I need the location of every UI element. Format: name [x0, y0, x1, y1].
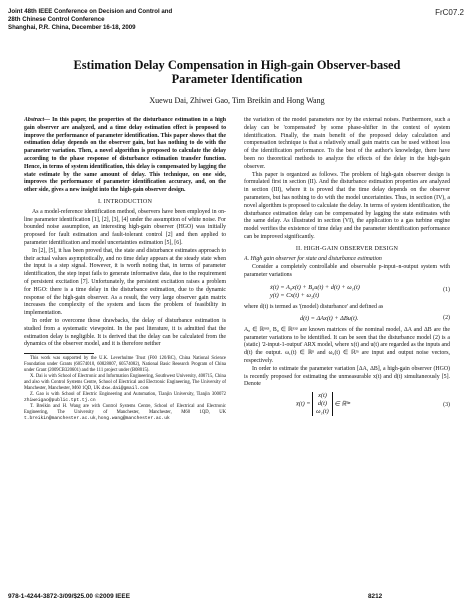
conference-info [8, 8, 172, 32]
equation-1 [244, 282, 450, 302]
equation-3-rhs: ∈ ℝ³ⁿ [334, 400, 351, 408]
equation-3-entry-3: ω₁(t) [316, 408, 329, 416]
organization-paragraph: This paper is organized as follows. The problem of high-gain observer design is formulated first in section (II). And the disturbance estimation properties are analyzed in section (III), where it is proved that the time delay depends on the observer parameters, but has nothing to do with the model uncertainties. Thus, in section (IV), a novel algorithm is proposed to calculate the delay. In terms of system identification, the disturbance estimation delay can be compensated by lagging the state estimates with the same delay. As illustrated in section (VI), the application to a gas turbine engine model verifies the existence of time delay and the parameter identification performance can be improved significantly. [244, 171, 450, 240]
footnote-dai-text: X. Dai is with School of Electronic and Information Engineering, Southwest University, 400715, China and also with Control Systems Centre, School of Electrical and Electronic Engineering, The University of Manchester, Manchester, M60 1QD, UK [24, 374, 226, 392]
email-dai-link[interactable]: dxw.dai@gmail.com [101, 386, 149, 392]
abstract-text: — In this paper, the properties of the disturbance estimation in a high gain observer are analyzed, and a time delay estimation effect is proposed to improve the performance of parameter identification. This paper shows that the estimation delay depends on the observer gain, but has nothing to do with the parameter variation. Then, a novel algorithm is proposed to calculate the delay according to the phase response of disturbance estimation transfer function. Hence, in terms of system identification, this delay is compensated by lagging the state estimate by the same amount of delay. This technique, on one side, improves the performance of parameter identification accuracy, and, on the other side, gives a new insight into the high-gain observer design. [24, 117, 226, 194]
page-footer [8, 593, 466, 605]
section-heading-introduction: I. INTRODUCTION [97, 198, 153, 205]
email-wang-link[interactable]: hong.wang@manchester.ac.uk [98, 416, 170, 422]
footnotes [24, 356, 226, 422]
equation-2 [244, 314, 450, 325]
equation-3-lhs: x̄(t) = [296, 400, 311, 408]
conference-header [8, 8, 466, 48]
email-breikin-link[interactable]: t.breikin@manchester.ac.uk [24, 416, 96, 422]
section-heading-observer-design: II. HIGH-GAIN OBSERVER DESIGN [295, 245, 399, 252]
equation-3-number: (3) [443, 402, 450, 409]
title-line-1: Estimation Delay Compensation in High-gain Observer-based [73, 58, 401, 72]
author-list: Xuewu Dai, Zhiwei Gao, Tim Breikin and Hong Wang [149, 96, 325, 105]
left-column [24, 117, 226, 565]
footnote-breikin-wang-text: T. Breikin and H. Wang are with Control Systems Centre, School of Electrical and Electronic Engineering, The University of Manchester, Manchester, M60 1QD, UK [24, 404, 226, 416]
equation-2-body: d(t) = ΔAx(t) + ΔBu(t). [300, 314, 359, 322]
paper-code: FrC07.2 [435, 8, 464, 17]
paper-title [0, 58, 474, 86]
equation-3-entry-1: x(t) [318, 392, 327, 400]
equation-1-body [270, 284, 360, 300]
equation-3 [244, 391, 450, 421]
abstract [24, 117, 226, 195]
conference-line-2: 28th Chinese Control Conference [8, 16, 105, 23]
equation-1-number: (1) [443, 286, 450, 293]
system-description: Consider a completely controllable and observable p-input–n-output system with parameter variations [244, 264, 450, 279]
equation-1-line-2: y(t) = Cx(t) + ω₂(t) [270, 291, 320, 299]
equation-2-number: (2) [443, 314, 450, 321]
title-line-2: Parameter Identification [171, 72, 303, 86]
footnote-breikin-wang: T. Breikin and H. Wang are with Control Systems Centre, School of Electrical and Electronic Engineering, The University of Manchester, Manchester, M60 1QD, UK t.breikin@manchester.ac.uk, hong.wang@manchester.ac.uk [24, 404, 226, 422]
intro-paragraph-1: As a model-reference identification method, observers have been employed in on-line parameter identification [1], [2], [3], [4] under the assumption of white noise. For bounded noise assumption, an interesting high-gain observer (HGO) was initially proposed for fault estimation and fault-tolerant control [2] and then applied to parameter identification and model uncertainties estimation [5], [6]. [24, 208, 226, 246]
hgo-intro-paragraph: In order to estimate the parameter variation [ΔA, ΔB], a high-gain observer (HGO) is recently proposed for estimating the unmeasurable x(t) and d(t) simultaneously [5]. Denote [244, 365, 450, 388]
conference-line-1: Joint 48th IEEE Conference on Decision and Control and [8, 8, 173, 15]
equation-3-entry-2: d(t) [317, 400, 327, 408]
footnote-divider [24, 353, 94, 354]
footnote-gao-text: Z. Gao is with School of Electric Engineering and Automation, Tianjin University, Tianjin 300072 [30, 392, 226, 398]
disturbance-definition: where d(t) is termed as '(model) disturbance' and defined as [244, 303, 384, 310]
abstract-label: Abstract [24, 117, 45, 123]
conference-line-3: Shanghai, P.R. China, December 16-18, 2009 [8, 24, 136, 31]
footnote-gao [24, 392, 226, 404]
intro-paragraph-2: In [2], [5], it has been proved that, the state and disturbance estimates approach to their actual values asymptotically, and no time delay appears at the steady state when the input is a step signal. However, it is worth noting that, in terms of parameter identification, the step input fails to generate informative data, due to the requirement of persistent excitation [7]. Unfortunately, the persistent excitation raises a problem for HGO: there is a time delay in the disturbance estimation, due to the dynamic response of the high-gain observer. As a result, the very large observer gain matrix increases the complexity of the system and faces the problem of feasibility in implementation. [24, 247, 226, 317]
email-gao-link[interactable]: zhiweigao@public.tpt.tj.cn [24, 398, 96, 404]
equation-1-line-1: ẋ(t) = A₀x(t) + B₀u(t) + d(t) + ω₁(t) [270, 283, 360, 291]
subsection-heading-a: A. High gain observer for state and disturbance estimation [244, 255, 382, 262]
right-column [244, 117, 450, 565]
isbn-copyright: 978-1-4244-3872-3/09/$25.00 ©2009 IEEE [8, 593, 130, 600]
footnote-dai [24, 374, 226, 392]
intro-continued-paragraph: the variation of the model parameters nor by the external noises. Furthermore, such a delay can be 'compensated' by some phase-shifter in the context of system identification. Finally, the main benefit of the proposed delay calculation and compensation technique is that a relatively small gain matrix can be used without loss of the identification performance. To the best of the author's knowledge, there have been no theoretical methods to analyze the effects of the delay in the high-gain observer. [244, 117, 450, 170]
footnote-funding: This work was supported by the U.K. Leverhulme Trust (F00 120/BC), China National Science Foundation under Grants (60574010, 60828007, 60574082), National Basic Research Program of China under Grant (2009CB320601) and the 111 project under (B08015). [24, 356, 226, 374]
intro-paragraph-3: In order to overcome those drawbacks, the delay of disturbance estimation is studied from a systematic viewpoint. In the past literature, it is admitted that the estimation delay is negligible. It is derived that the delay can be calculated from the dynamics of the observer model, and it is therefore neither [24, 317, 226, 348]
equation-3-vector [312, 392, 333, 416]
page-number: 8212 [368, 593, 383, 600]
equation-3-body [296, 392, 350, 416]
nominal-model-paragraph: A₀ ∈ ℝⁿˣⁿ, B₀ ∈ ℝⁿˣᵖ are known matrices of the nominal model, ΔA and ΔB are the parameter variations to be identified. It can be seen that the disturbance model (2) is a (static) '2-input-1-output' ARX model, where x(t) and u(t) are regarded as the inputs and d(t) the output. ω₁(t) ∈ ℝⁿ and ω₂(t) ∈ ℝᵐ are input and output noise vectors, respectively. [244, 326, 450, 364]
